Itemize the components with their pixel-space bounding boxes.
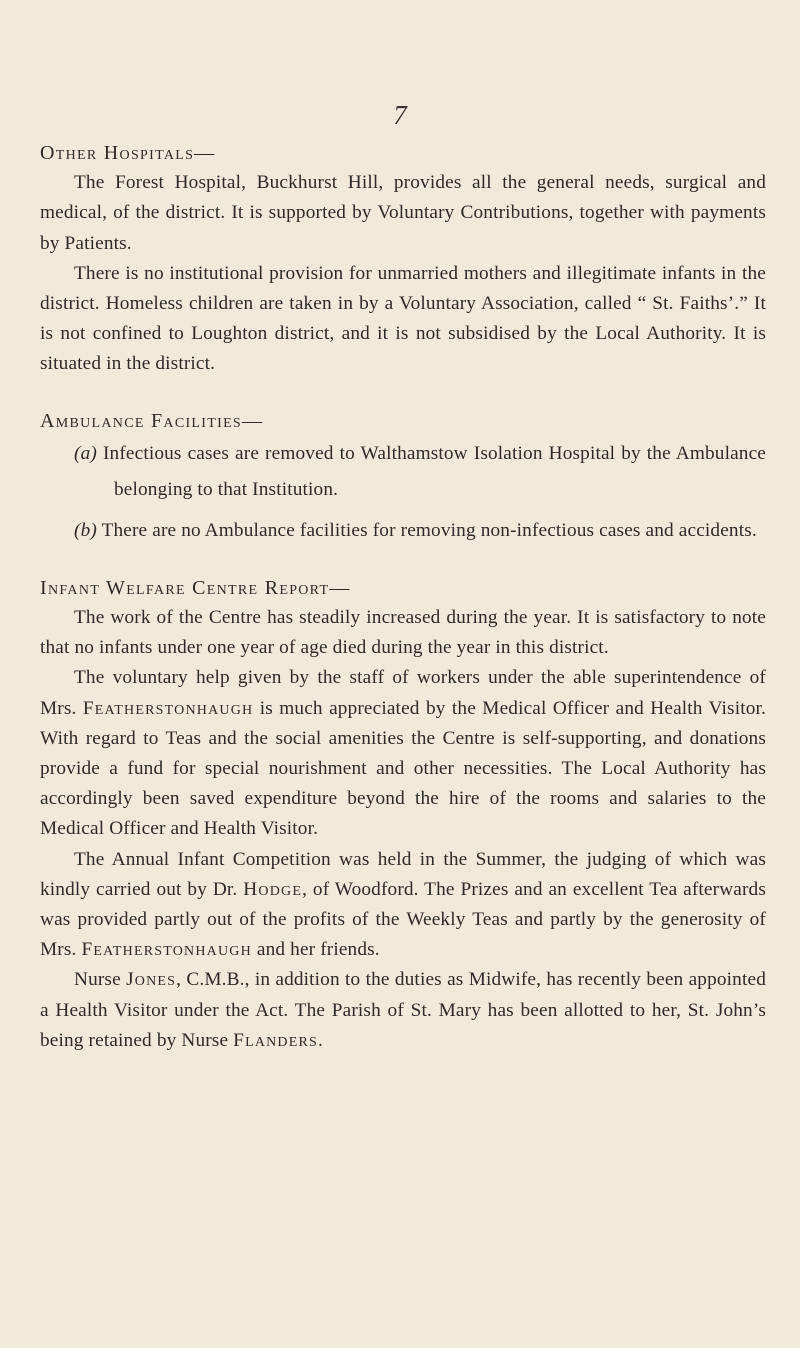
name-featherstonhaugh-1: Featherstonhaugh [82,697,254,719]
nurse-text-1: Nurse [74,969,127,991]
item-b-text: There are no Ambulance facilities for removing non-infectious cases and accidents. [101,519,757,541]
paragraph-nurse-jones [40,965,766,1056]
competition-text-2: , of Woodford. The Prizes and an excellent Tea afterwards was provided partly out of the profits of the Weekly Teas and partly by the generosity of Mrs. [40,878,766,961]
name-jones: Jones [126,969,177,991]
paragraph-voluntary-help [40,663,766,844]
nurse-text-3: . [318,1029,324,1051]
competition-text-3: and her friends. [251,939,380,961]
paragraph-infant-competition [40,845,766,966]
section-ambulance [40,406,766,549]
section-infant-welfare [40,573,766,1056]
page-number: 7 [393,100,407,130]
nurse-text-2: , C.M.B., in addition to the duties as Midwife, has recently been appointed a Health Visitor under the Act. The Parish of St. Mary has been allotted to her, St. John’s being retained by Nurse [40,969,766,1051]
name-hodge: Hodge [243,878,303,900]
paragraph-forest-hospital: The Forest Hospital, Buckhurst Hill, provides all the general needs, surgical and medical, of the district. It is supported by Voluntary Contributions, together with payments by Patients. [40,172,766,254]
section-other-hospitals [40,138,766,380]
heading-ambulance-facilities: Ambulance Facilities— [40,409,264,432]
paragraph-institutional-provision: There is no institutional provision for unmarried mothers and illegitimate infants in the district. Homeless children are taken in by a Voluntary Association, called “ St. Faiths’.” It is not confined to Loughton district, and it is not subsidised by the Local Authority. It is situated in the district. [40,262,766,375]
item-a-text: Infectious cases are removed to Walthamstow Isolation Hospital by the Ambulance belonging to that Institution. [102,442,766,500]
page-body [40,138,766,1056]
list-item-b [40,513,766,549]
heading-other-hospitals: Other Hospitals— [40,142,216,164]
heading-infant-welfare: Infant Welfare Centre Report— [40,576,351,599]
name-flanders: Flanders [233,1029,319,1051]
item-a-label: (a) [74,442,97,464]
item-b-label: (b) [74,519,97,541]
list-item-a [40,436,766,508]
competition-text-1: The Annual Infant Competition was held in the Summer, the judging of which was kindly carried out by Dr. [40,848,766,900]
voluntary-help-text-1: The voluntary help given by the staff of workers under the able superintendence of Mrs. [40,667,766,719]
voluntary-help-text-2: is much appreciated by the Medical Officer and Health Visitor. With regard to Teas and the social amenities the Centre is self-supporting, and donations provide a fund for special nourishment and other necessities. The Local Authority has accordingly been saved expenditure beyond the hire of the rooms and salaries to the Medical Officer and Health Visitor. [40,697,766,840]
name-featherstonhaugh-2: Featherstonhaugh [81,939,252,961]
paragraph-centre-work: The work of the Centre has steadily increased during the year. It is satisfactory to note that no infants under one year of age died during the year in this district. [40,607,766,659]
